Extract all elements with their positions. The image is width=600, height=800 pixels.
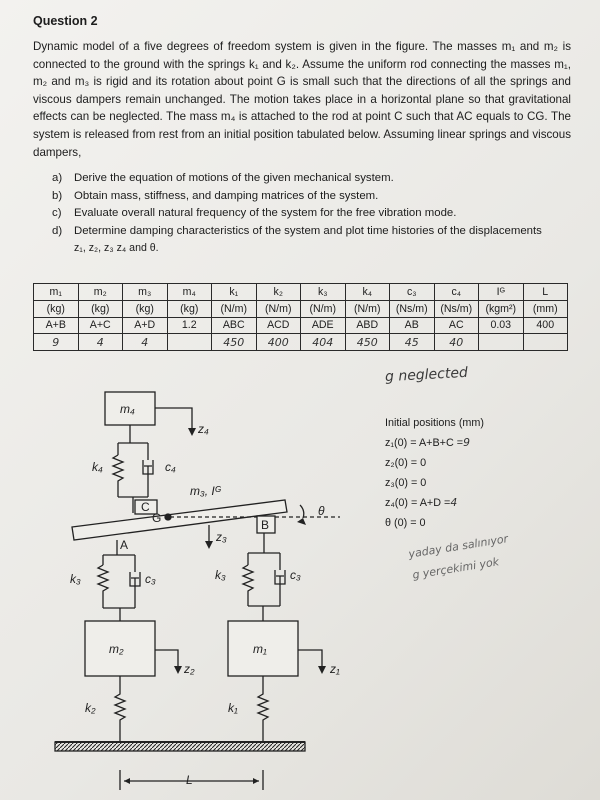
task-item: a) Derive the equation of motions of the given mechanical system. (52, 172, 394, 184)
table-units-row: (kg) (kg) (kg) (kg) (N/m) (N/m) (N/m) (N/m) (Ns/m) (Ns/m) (kgm²) (mm) (34, 300, 568, 317)
table-formula-row: A+B A+C A+D 1.2 ABC ACD ADE ABD AB AC 0.03 400 (34, 317, 568, 334)
initial-position-row: z₄(0) = A+D =4 (385, 496, 458, 509)
label-z2: z₂ (184, 662, 195, 676)
theta-arc (300, 505, 304, 518)
label-z3: z₃ (216, 530, 227, 544)
k4-spring (113, 455, 123, 484)
left-c3-damper (130, 572, 140, 590)
z1-arrow (298, 650, 322, 670)
handwritten-note-neglected: g neglected (384, 364, 469, 386)
c4-damper (143, 460, 153, 478)
label-b: B (261, 518, 270, 532)
k1-spring (258, 676, 268, 742)
k2-spring (115, 676, 125, 742)
rigid-rod-m3 (72, 500, 287, 540)
task-item: c) Evaluate overall natural frequency of the system for the free vibration mode. (52, 207, 457, 219)
handwritten-note-turkish-1: yaday da salınıyor (407, 532, 509, 561)
label-c3-left: c₃ (145, 572, 156, 586)
ground-hatch (55, 742, 305, 751)
label-k3-left: k₃ (70, 572, 81, 586)
label-z1: z₁ (330, 662, 340, 676)
label-k4: k₄ (92, 460, 103, 474)
label-a: A (120, 538, 129, 552)
label-c: C (141, 500, 150, 514)
initial-positions-title: Initial positions (mm) (385, 417, 484, 429)
right-k3-spring (243, 565, 253, 593)
table-header-row: m₁ m₂ m₃ m₄ k₁ k₂ k₃ k₄ c₃ c₄ Iᴳ L (34, 284, 568, 301)
table-handwritten-row: 9 4 4 450 400 404 450 45 40 (34, 334, 568, 351)
label-k1: k₁ (228, 701, 238, 715)
label-z4: z₄ (198, 422, 209, 436)
label-g: G (152, 511, 162, 525)
label-c3-right: c₃ (290, 568, 301, 582)
initial-position-row: θ (0) = 0 (385, 517, 426, 529)
task-item: b) Obtain mass, stiffness, and damping matrices of the system. (52, 189, 379, 202)
label-m1: m₁ (253, 642, 267, 656)
handwritten-note-turkish-2: g yerçekimi yok (411, 555, 500, 582)
label-m3-ig: m₃, Iᴳ (190, 484, 221, 498)
initial-position-row: z₁(0) = A+B+C =9 (385, 436, 470, 449)
label-k2: k₂ (85, 701, 96, 715)
z4-arrow (155, 408, 192, 432)
left-k3-spring (98, 565, 108, 595)
label-l: L (186, 773, 193, 787)
question-intro: Dynamic model of a five degrees of freedom system is given in the figure. The masses m₁ and m₂ is connected to the ground with the springs k₁ and k₂. Assume the uniform rod connecting the masses m₁, m₂ and m₃ is rigid and its rotation about point G is small such that the directions of all the springs and viscous dampers remain unchanged. The motion takes place in a horizontal plane so that gravitational effects can be neglected. The mass m₄ is attached to the rod at point C such that AC equals to CG. The system is released from rest from an initial position tabulated below. Assuming linear springs and viscous dampers, (33, 40, 571, 159)
label-c4: c₄ (165, 460, 176, 474)
initial-position-row: z₃(0) = 0 (385, 477, 427, 489)
task-item: d) Determine damping characteristics of the system and plot time histories of the displacements (52, 224, 542, 237)
label-m4: m₄ (120, 402, 135, 416)
point-g (165, 514, 171, 520)
label-theta: θ (318, 504, 325, 518)
initial-position-row: z₂(0) = 0 (385, 457, 427, 469)
label-m2: m₂ (109, 642, 124, 656)
task-item-continuation: z₁, z₂, z₃ z₄ and θ. (74, 242, 159, 254)
right-c3-damper (275, 570, 285, 588)
question-title: Question 2 (33, 14, 98, 28)
label-k3-right: k₃ (215, 568, 226, 582)
